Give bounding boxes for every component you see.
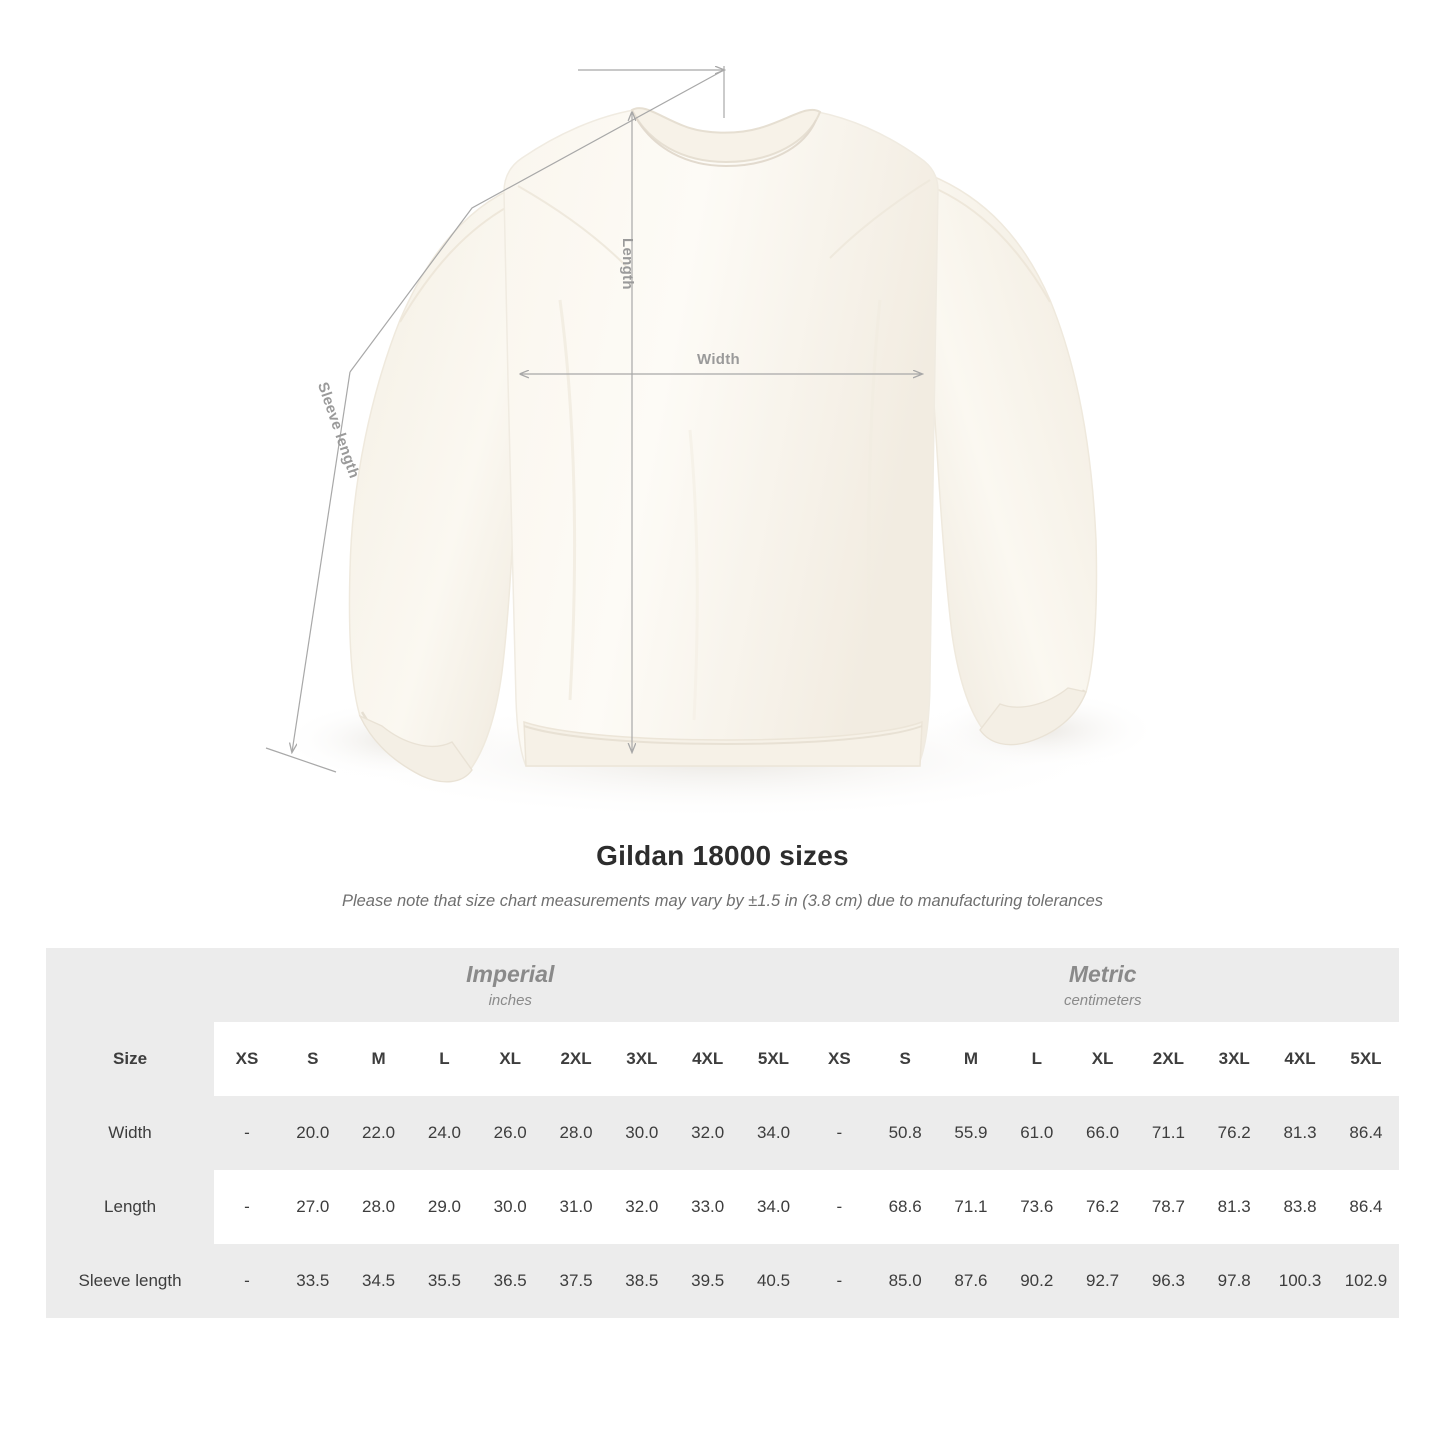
table-header-row	[46, 1022, 1399, 1096]
cell-length-imperial-4xl: 33.0	[675, 1170, 741, 1244]
cell-length-metric-5xl: 86.4	[1333, 1170, 1399, 1244]
cell-sleeve-metric-s: 85.0	[872, 1244, 938, 1318]
cell-sleeve-imperial-xl: 36.5	[477, 1244, 543, 1318]
size-table	[46, 948, 1399, 1318]
col-header-imperial-m: M	[346, 1022, 412, 1096]
cell-length-imperial-xl: 30.0	[477, 1170, 543, 1244]
sleeve-length-measure-label: Sleeve length	[313, 380, 363, 481]
metric-unit-header	[806, 948, 1399, 1022]
col-header-metric-xl: XL	[1070, 1022, 1136, 1096]
unit-header-row	[46, 948, 1399, 1022]
cell-width-imperial-s: 20.0	[280, 1096, 346, 1170]
cell-sleeve-metric-m: 87.6	[938, 1244, 1004, 1318]
col-header-imperial-xs: XS	[214, 1022, 280, 1096]
cell-length-imperial-5xl: 34.0	[741, 1170, 807, 1244]
cell-sleeve-imperial-4xl: 39.5	[675, 1244, 741, 1318]
col-header-metric-5xl: 5XL	[1333, 1022, 1399, 1096]
cell-length-imperial-2xl: 31.0	[543, 1170, 609, 1244]
size-row-header: Size	[46, 1022, 214, 1096]
cell-width-imperial-xl: 26.0	[477, 1096, 543, 1170]
table-row	[46, 1244, 1399, 1318]
metric-unit-sub: centimeters	[1063, 991, 1142, 1009]
cell-length-metric-l: 73.6	[1004, 1170, 1070, 1244]
cell-sleeve-metric-5xl: 102.9	[1333, 1244, 1399, 1318]
cell-length-imperial-s: 27.0	[280, 1170, 346, 1244]
cell-length-metric-xs: -	[806, 1170, 872, 1244]
table-row	[46, 1170, 1399, 1244]
cell-sleeve-imperial-2xl: 37.5	[543, 1244, 609, 1318]
size-table-wrapper	[46, 948, 1399, 1318]
cell-width-metric-2xl: 71.1	[1135, 1096, 1201, 1170]
cell-length-metric-xl: 76.2	[1070, 1170, 1136, 1244]
metric-unit-title: Metric	[1068, 961, 1137, 988]
cell-width-imperial-4xl: 32.0	[675, 1096, 741, 1170]
cell-width-metric-3xl: 76.2	[1201, 1096, 1267, 1170]
cell-width-imperial-xs: -	[214, 1096, 280, 1170]
cell-sleeve-metric-xs: -	[806, 1244, 872, 1318]
cell-width-metric-s: 50.8	[872, 1096, 938, 1170]
col-header-imperial-s: S	[280, 1022, 346, 1096]
cell-width-imperial-l: 24.0	[412, 1096, 478, 1170]
cell-sleeve-imperial-l: 35.5	[412, 1244, 478, 1318]
cell-sleeve-imperial-m: 34.5	[346, 1244, 412, 1318]
tolerance-note: Please note that size chart measurements may vary by ±1.5 in (3.8 cm) due to manufacturing tolerances	[341, 892, 1104, 910]
cell-sleeve-metric-4xl: 100.3	[1267, 1244, 1333, 1318]
cell-length-imperial-m: 28.0	[346, 1170, 412, 1244]
cell-length-metric-s: 68.6	[872, 1170, 938, 1244]
col-header-metric-s: S	[872, 1022, 938, 1096]
imperial-unit-header	[214, 948, 806, 1022]
cell-sleeve-imperial-s: 33.5	[280, 1244, 346, 1318]
unit-header-spacer	[46, 948, 214, 1022]
col-header-metric-3xl: 3XL	[1201, 1022, 1267, 1096]
col-header-imperial-3xl: 3XL	[609, 1022, 675, 1096]
cell-width-imperial-3xl: 30.0	[609, 1096, 675, 1170]
cell-length-metric-3xl: 81.3	[1201, 1170, 1267, 1244]
cell-width-imperial-2xl: 28.0	[543, 1096, 609, 1170]
length-measure-label: Length	[619, 238, 636, 290]
cell-length-imperial-xs: -	[214, 1170, 280, 1244]
cell-sleeve-metric-3xl: 97.8	[1201, 1244, 1267, 1318]
table-row	[46, 1096, 1399, 1170]
cell-width-metric-l: 61.0	[1004, 1096, 1070, 1170]
cell-length-metric-2xl: 78.7	[1135, 1170, 1201, 1244]
row-label-length: Length	[46, 1170, 214, 1244]
imperial-unit-sub: inches	[488, 991, 532, 1009]
cell-width-imperial-5xl: 34.0	[741, 1096, 807, 1170]
col-header-metric-l: L	[1004, 1022, 1070, 1096]
cell-sleeve-metric-l: 90.2	[1004, 1244, 1070, 1318]
width-measure-label: Width	[697, 351, 741, 368]
cell-length-imperial-l: 29.0	[412, 1170, 478, 1244]
col-header-imperial-2xl: 2XL	[543, 1022, 609, 1096]
col-header-metric-m: M	[938, 1022, 1004, 1096]
col-header-imperial-5xl: 5XL	[741, 1022, 807, 1096]
row-label-sleeve-length: Sleeve length	[46, 1244, 214, 1318]
cell-width-metric-5xl: 86.4	[1333, 1096, 1399, 1170]
page-title: Gildan 18000 sizes	[596, 840, 849, 871]
cell-width-metric-xs: -	[806, 1096, 872, 1170]
col-header-imperial-4xl: 4XL	[675, 1022, 741, 1096]
row-label-width: Width	[46, 1096, 214, 1170]
col-header-metric-4xl: 4XL	[1267, 1022, 1333, 1096]
col-header-imperial-l: L	[412, 1022, 478, 1096]
cell-length-metric-4xl: 83.8	[1267, 1170, 1333, 1244]
col-header-metric-xs: XS	[806, 1022, 872, 1096]
imperial-unit-title: Imperial	[466, 961, 555, 988]
cell-sleeve-metric-2xl: 96.3	[1135, 1244, 1201, 1318]
cell-length-metric-m: 71.1	[938, 1170, 1004, 1244]
cell-width-imperial-m: 22.0	[346, 1096, 412, 1170]
cell-sleeve-imperial-xs: -	[214, 1244, 280, 1318]
cell-width-metric-xl: 66.0	[1070, 1096, 1136, 1170]
col-header-metric-2xl: 2XL	[1135, 1022, 1201, 1096]
col-header-imperial-xl: XL	[477, 1022, 543, 1096]
cell-width-metric-4xl: 81.3	[1267, 1096, 1333, 1170]
cell-sleeve-imperial-5xl: 40.5	[741, 1244, 807, 1318]
title-block	[0, 840, 1445, 911]
cell-sleeve-metric-xl: 92.7	[1070, 1244, 1136, 1318]
cell-length-imperial-3xl: 32.0	[609, 1170, 675, 1244]
cell-sleeve-imperial-3xl: 38.5	[609, 1244, 675, 1318]
cell-width-metric-m: 55.9	[938, 1096, 1004, 1170]
